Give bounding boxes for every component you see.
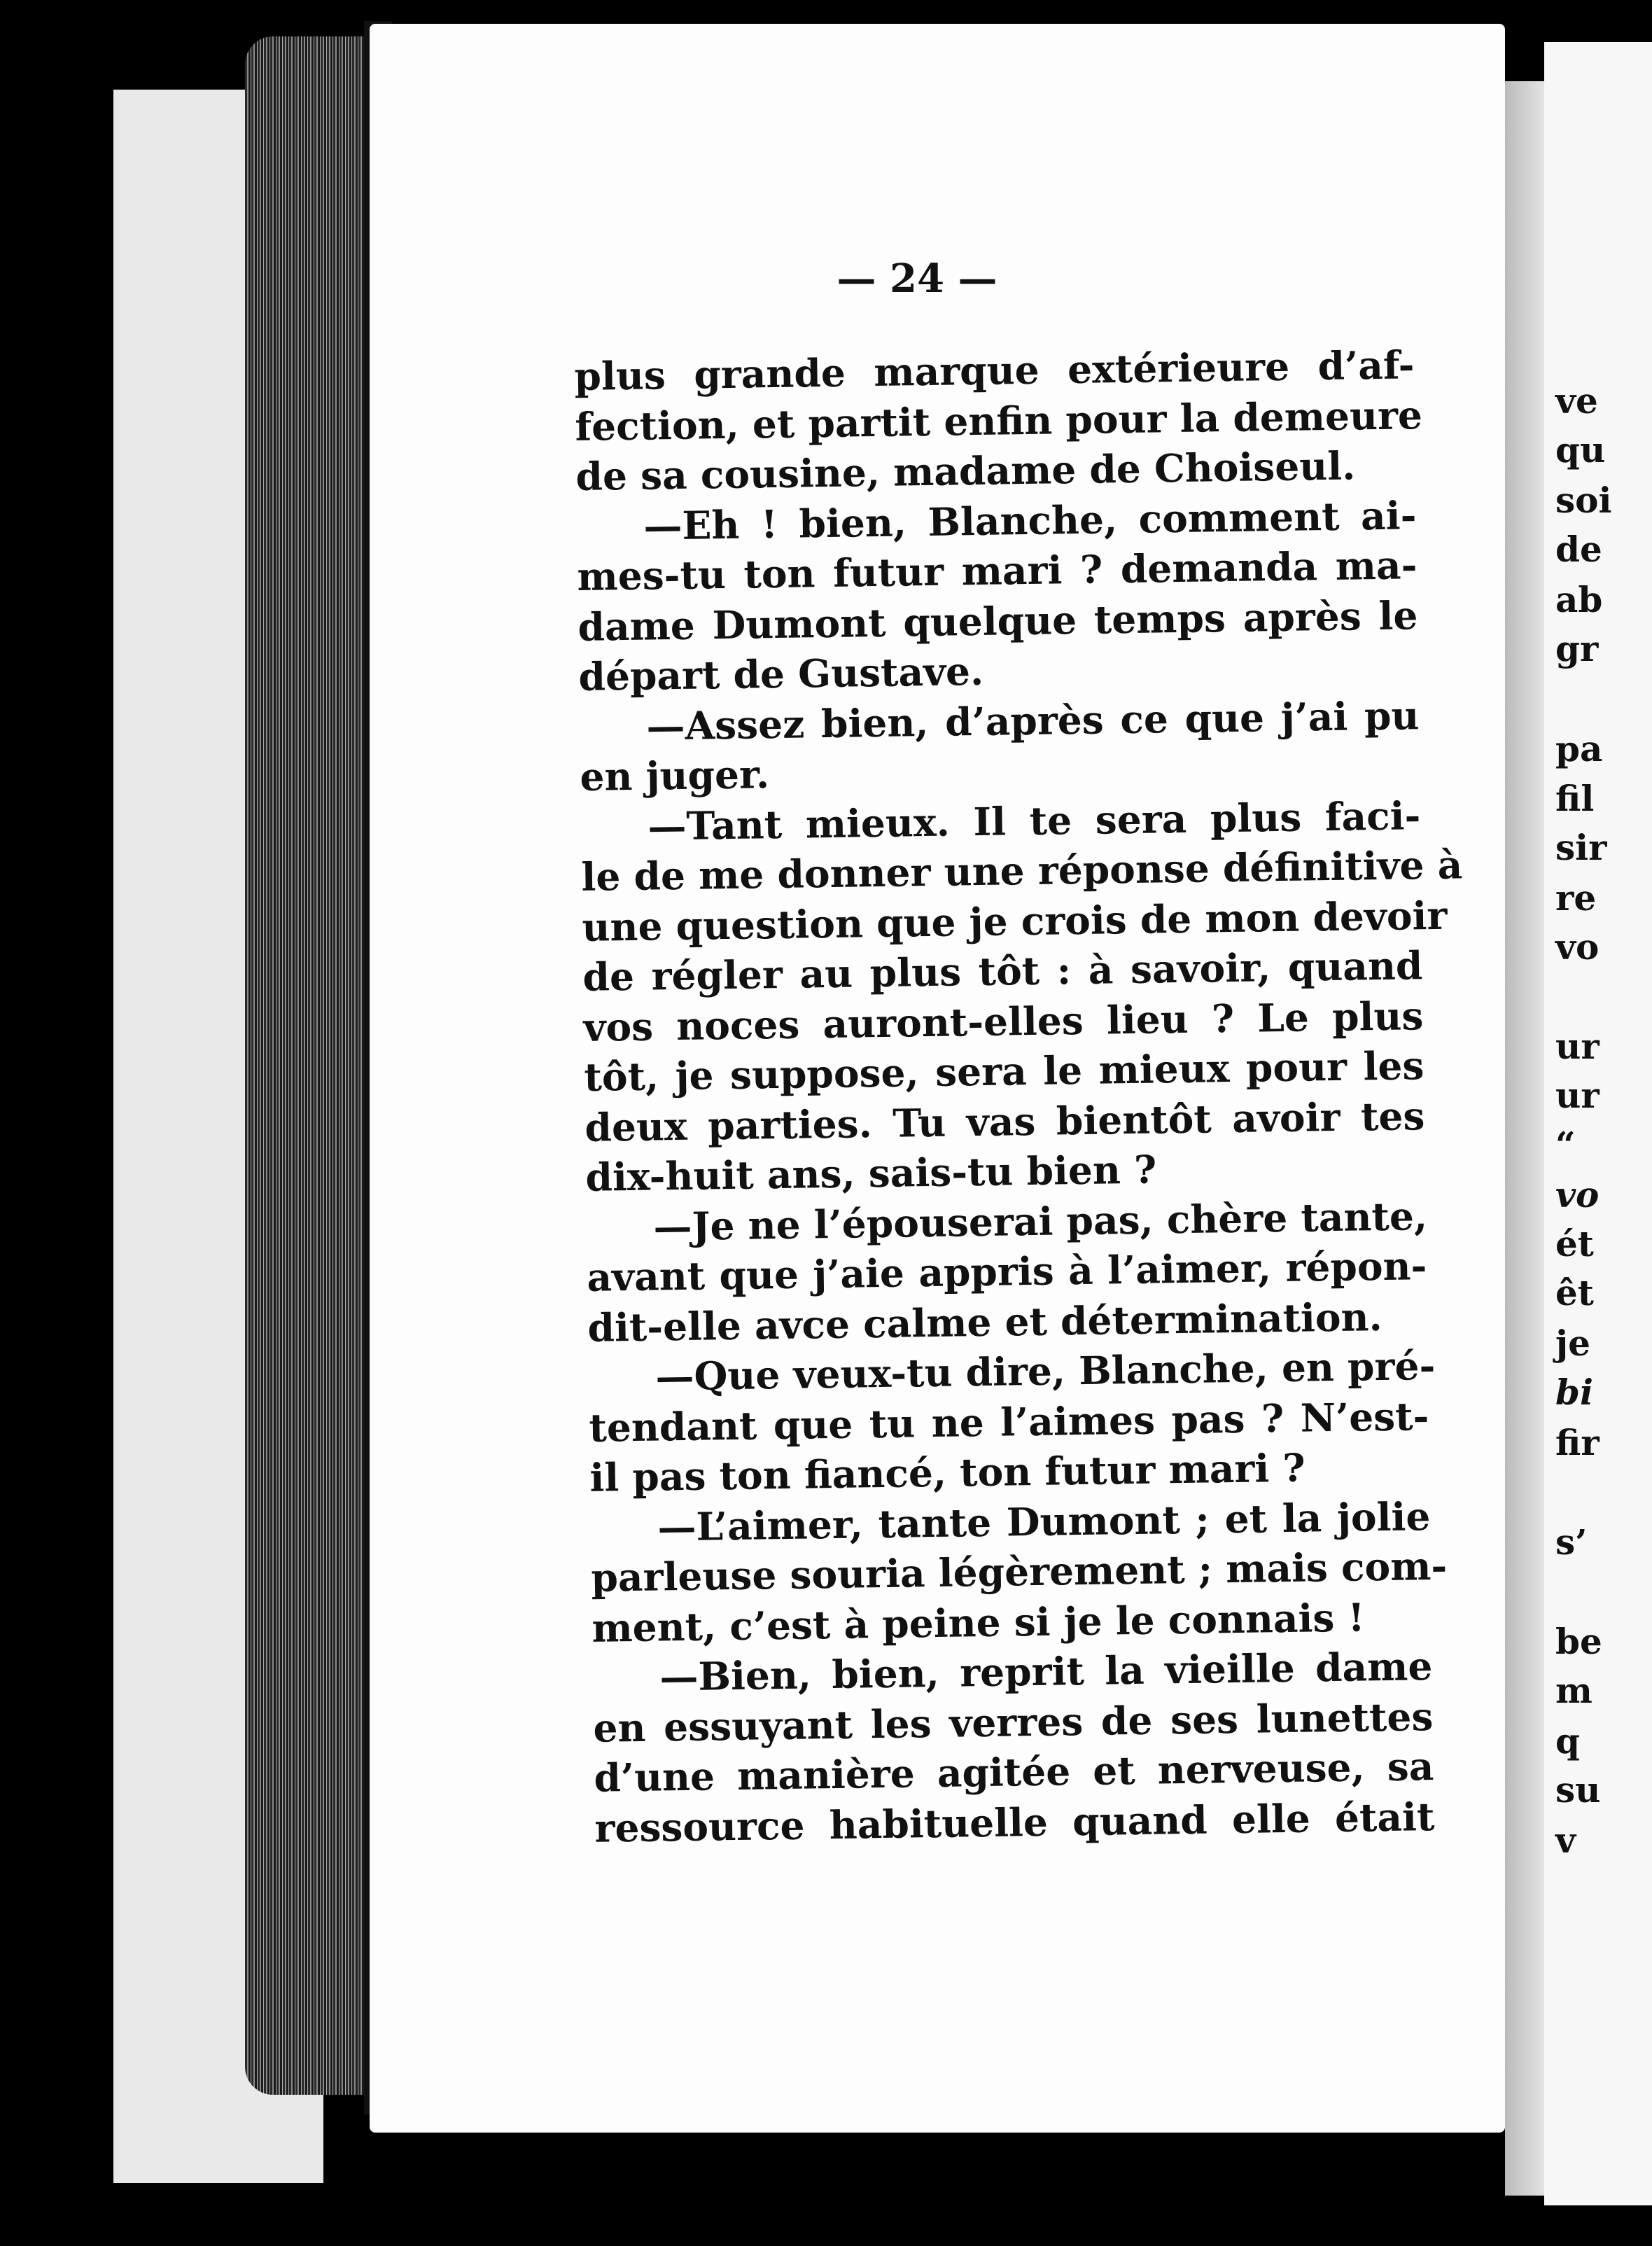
text-line: il pas ton fiancé, ton futur mari ? [589,1444,1306,1500]
text-line: —L’aimer, tante Dumont ; et la jolie [657,1493,1431,1549]
text-line: —Je ne l’épouserai pas, chère tante, [653,1192,1428,1250]
next-page-fragment: q [1555,1720,1580,1762]
next-page-fragment: soi [1555,480,1612,521]
text-line: le de me donner une réponse définitive à [581,842,1463,900]
text-line: —Tant mieux. Il te sera plus faci- [648,792,1421,849]
next-page-fragment: be [1555,1621,1602,1662]
page-number: — 24 — [836,256,997,302]
next-page-fragment: fil [1555,778,1595,819]
text-line: plus grande marque extérieure d’af- [574,342,1415,399]
text-line: une question que je crois de mon devoir [582,892,1448,950]
next-page-fragment: ét [1555,1223,1594,1264]
next-page-fragment: vo [1555,926,1600,968]
text-line: dit-elle avce calme et détermination. [587,1293,1383,1351]
next-page-fragment: vo [1555,1174,1600,1215]
text-line: —Que veux-tu dire, Blanche, en pré- [654,1342,1436,1400]
next-page-fragment: s’ [1555,1521,1588,1563]
next-page-fragment: êt [1555,1272,1594,1313]
text-line: d’une manière agitée et nerveuse, sa [593,1743,1434,1801]
next-page-fragment: ur [1555,1026,1600,1067]
next-page-fragment: ve [1555,380,1598,421]
text-line: de régler au plus tôt : à savoir, quand [582,942,1423,1000]
next-page-fragment: fir [1555,1422,1600,1463]
text-line: dix-huit ans, sais-tu bien ? [585,1146,1157,1200]
text-line: ressource habituelle quand elle était [594,1793,1435,1851]
text-line: —Assez bien, d’après ce que j’ai pu [646,692,1420,749]
text-line: en essuyant les verres de ses lunettes [592,1693,1434,1751]
text-line: mes-tu ton futur mari ? demanda ma- [577,542,1418,599]
next-page-edge [1505,81,1544,2196]
text-line: départ de Gustave. [578,648,984,699]
text-line: —Eh ! bien, Blanche, comment ai- [643,491,1417,549]
text-line: dame Dumont quelque temps après le [578,592,1418,650]
next-page-fragment: sir [1555,827,1607,868]
next-page-fragment: m [1555,1670,1592,1711]
text-line: tendant que tu ne l’aimes pas ? N’est- [589,1393,1429,1451]
text-line: fection, et partit enfin pour la demeure [575,391,1423,449]
page-edges [245,36,378,2095]
next-page-fragment: je [1555,1323,1590,1364]
text-line: deux parties. Tu vas bientôt avoir tes [584,1092,1425,1150]
next-page-fragment: “ [1555,1124,1576,1165]
next-page-fragment: bi [1555,1372,1593,1413]
page-body-text [574,340,1463,1853]
text-line: de sa cousine, madame de Choiseul. [575,442,1356,499]
next-page-fragment: pa [1555,728,1603,769]
text-line: ment, c’est à peine si je le connais ! [591,1593,1366,1651]
text-line: en juger. [580,751,770,800]
next-page-fragment: qu [1555,429,1606,470]
next-page-fragment: re [1555,877,1597,919]
next-page-fragment: v [1555,1820,1576,1861]
text-line: parleuse souria légèrement ; mais com- [591,1542,1448,1600]
next-page-fragment: ur [1555,1075,1600,1116]
text-line: avant que j’aie appris à l’aimer, répon- [587,1243,1427,1300]
text-line: —Bien, bien, reprit la vieille dame [659,1643,1433,1700]
text-line: vos noces auront-elles lieu ? Le plus [583,992,1424,1050]
next-page-fragment: ab [1555,579,1603,620]
next-page-fragment: gr [1555,628,1599,669]
text-line: tôt, je suppose, sera le mieux pour les [584,1042,1424,1100]
next-page-fragment: su [1555,1769,1601,1811]
next-page-fragment: de [1555,529,1602,570]
